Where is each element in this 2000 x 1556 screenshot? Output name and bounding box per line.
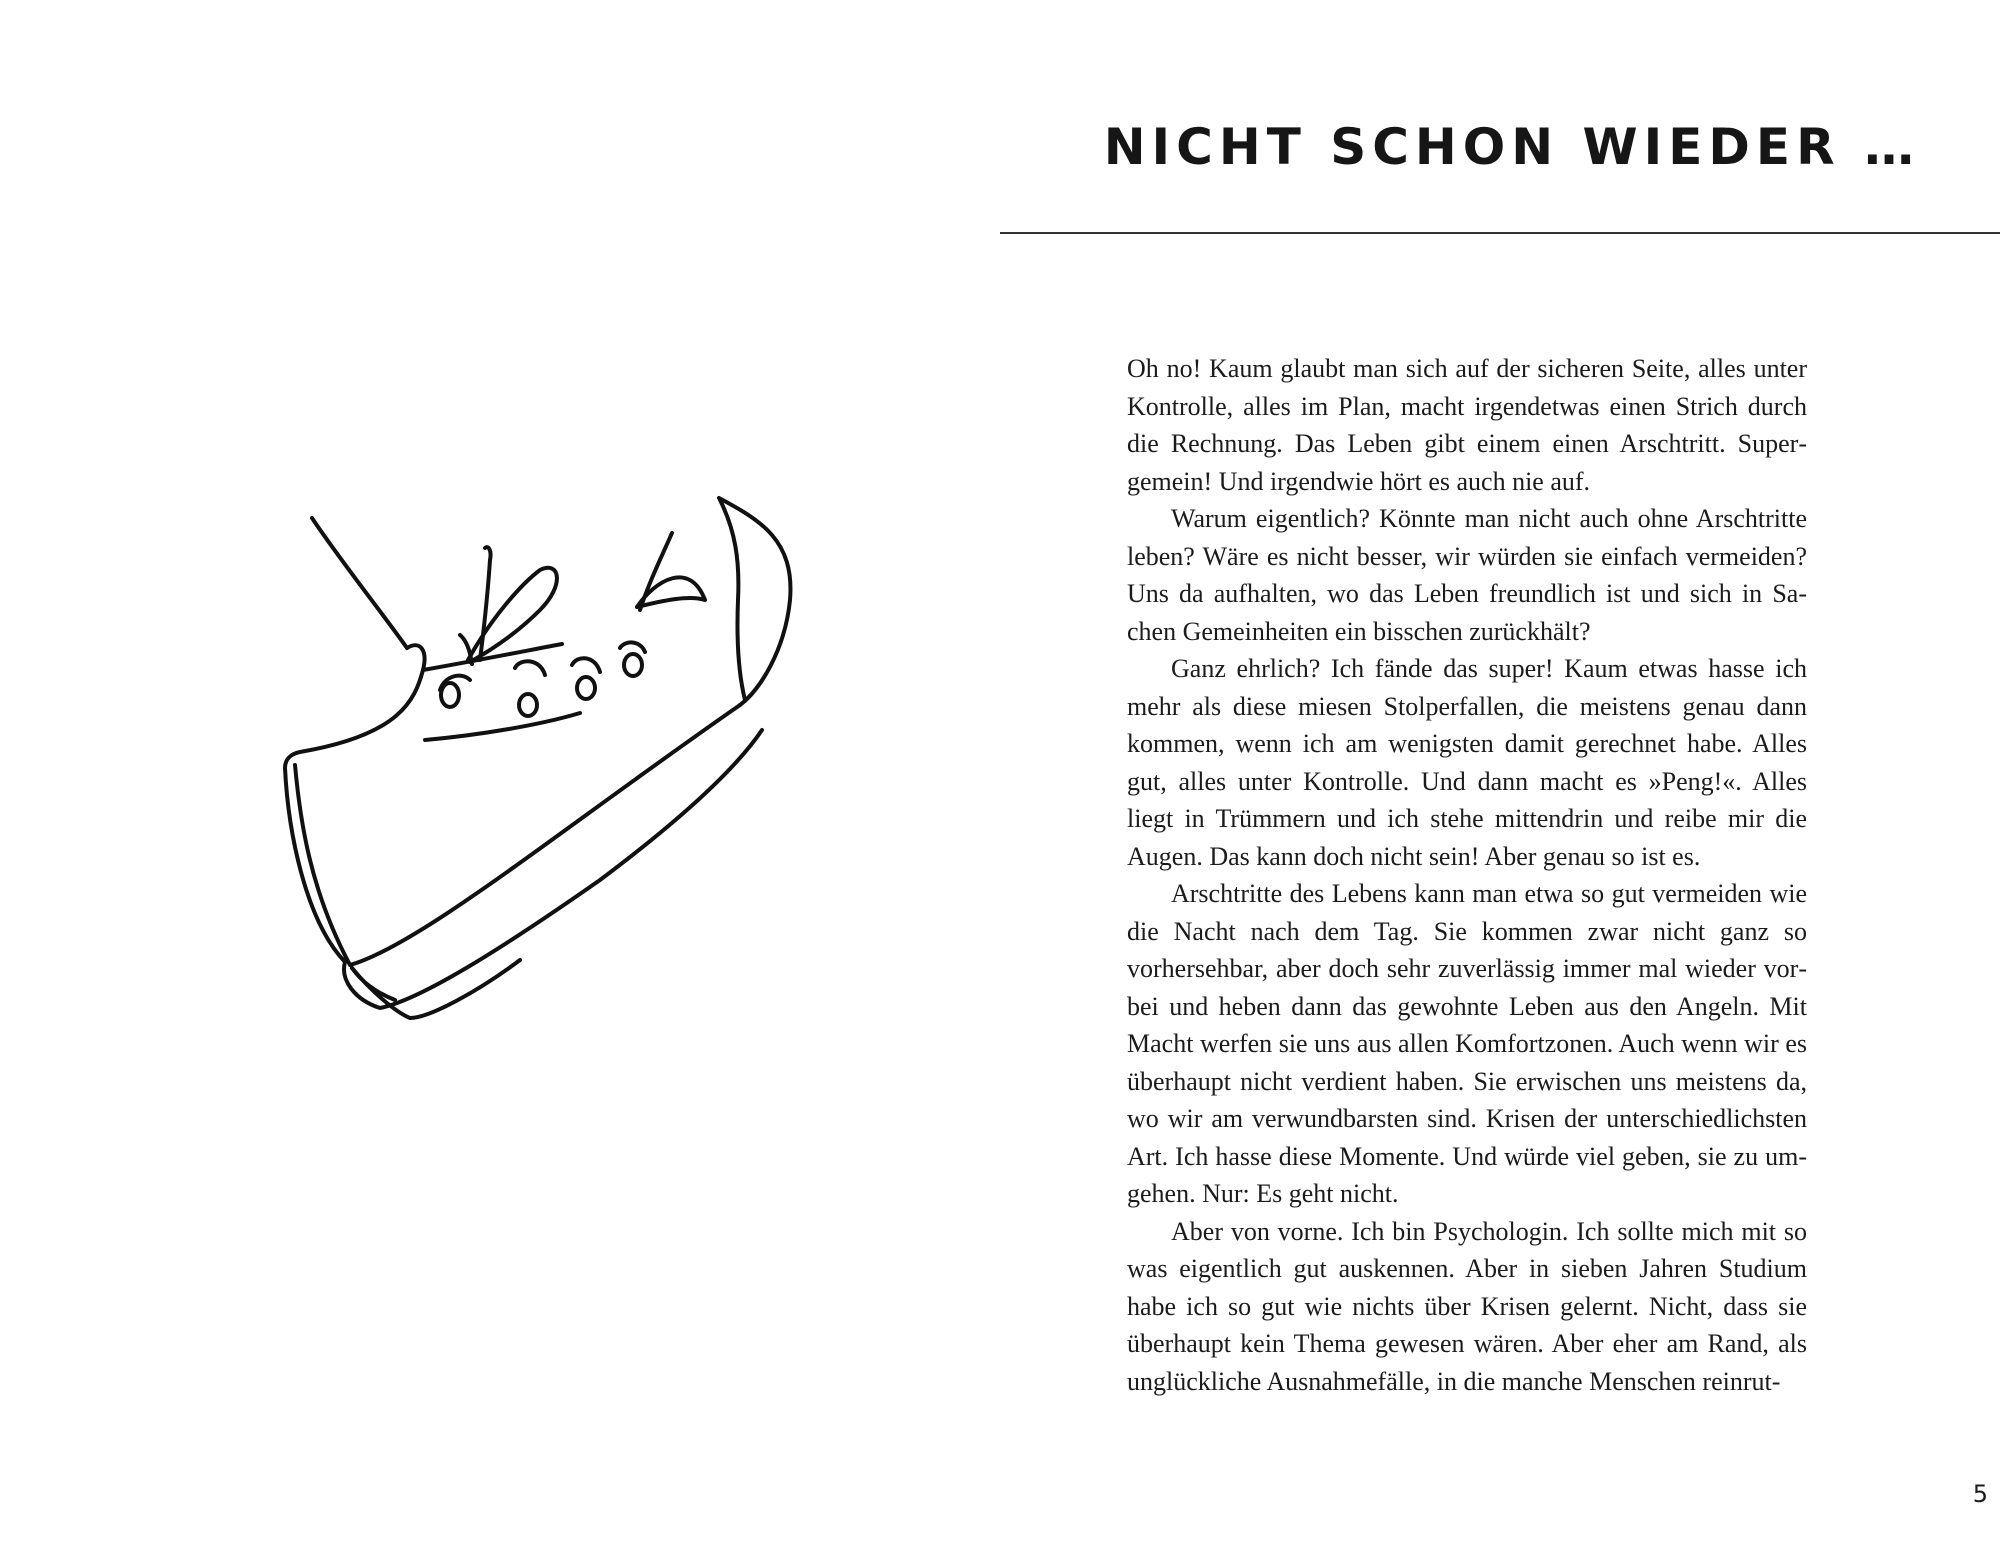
paragraph: Arschtritte des Lebens kann man etwa so gut vermeiden wie die Nacht nach dem Tag. Sie kommen zwar nicht ganz so vorhersehbar, aber doch sehr zuverlässig immer mal wieder vorbei und heben dann das gewohnte Leben aus den Angeln. Mit Macht werfen sie uns aus allen Komfortzonen. Auch wenn wir es überhaupt nicht verdient haben. Sie erwischen uns meistens da, wo wir am verwundbarsten sind. Krisen der unterschiedlichsten Art. Ich hasse diese Momente. Und würde viel geben, sie zu umgehen. Nur: Es geht nicht. [1127,879,1807,1208]
eyelet-stitch-3 [572,658,600,672]
lower-vamp-line [425,713,580,740]
title-rule [1000,232,2000,234]
body-text [1127,350,1807,1400]
eyelet-stitch-4 [620,642,645,652]
sneaker-drawing [270,480,810,1040]
sole-top [295,705,740,965]
heel-inner [720,500,745,700]
page-number: 5 [1972,1480,1988,1508]
eyelet-3 [577,677,595,699]
sole-bottom [285,730,762,1008]
leg-line [312,518,407,648]
lace-end-2 [460,635,472,664]
chapter-title: NICHT SCHON WIEDER … [1103,118,1920,176]
paragraph: Warum eigentlich? Könnte man nicht auch ohne Arschtritte leben? Wäre es nicht besser, wir würden sie einfach vermeiden? Uns da aufhalten, wo das Leben freundlich ist und sich in Sachen Gemeinheiten ein bisschen zurückhält? [1127,504,1807,646]
paragraph: Aber von vorne. Ich bin Psychologin. Ich sollte mich mit so was eigentlich gut auskennen. Aber in sieben Jahren Studium habe ich so gut wie nichts über Krisen gelernt. Nicht, dass sie überhaupt kein Thema gewesen wären. Aber eher am Rand, als unglückliche Ausnahmefälle, in die manche Menschen reinrut- [1127,1216,1807,1396]
eyelet-1 [441,683,459,707]
lace-end-1 [480,547,491,660]
paragraph: Ganz ehrlich? Ich fände das super! Kaum etwas hasse ich mehr als diese miesen Stolperfallen, die meistens genau dann kommen, wenn ich am wenigsten damit gerechnet habe. Alles gut, alles unter Kontrolle. Und dann macht es »Peng!«. Alles liegt in Trümmern und ich stehe mittendrin und reibe mir die Augen. Das kann doch nicht sein! Aber genau so ist es. [1127,654,1807,871]
paragraph: Oh no! Kaum glaubt man sich auf der sicheren Seite, alles unter Kontrolle, alles im Plan, macht irgendetwas einen Strich durch die Rechnung. Das Leben gibt einem einen Arschtritt. Supergemein! Und irgendwie hört es auch nie auf. [1127,354,1807,496]
eyelet-stitch-2 [515,661,545,675]
sneaker-kick-illustration [270,480,810,1040]
eyelet-2 [519,694,537,716]
eyelet-4 [624,654,642,676]
shoe-upper [285,645,425,768]
